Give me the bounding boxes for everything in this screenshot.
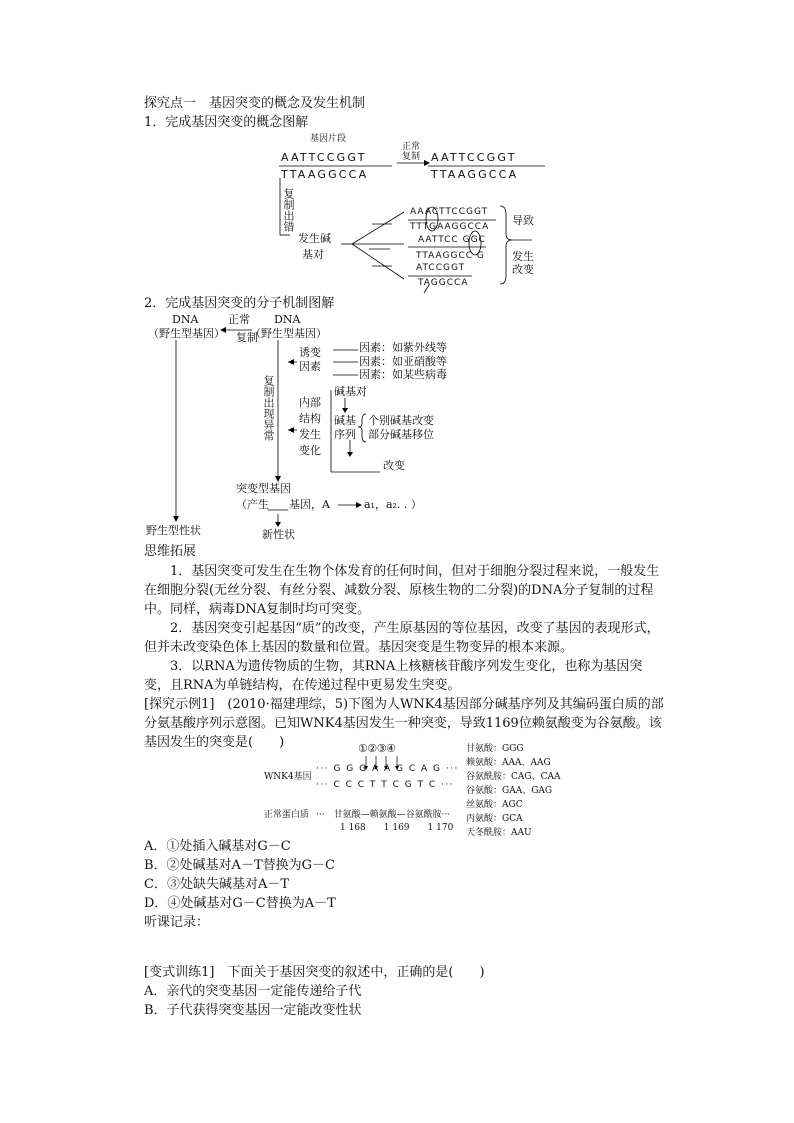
change-label: 改变 [512, 263, 534, 276]
base-pair-label: 基对 [302, 248, 324, 261]
substitution-top-strand: AATTCC GGC [418, 235, 486, 245]
variant-question: [变式训练1] 下面关于基因突变的叙述中，正确的是( ) [144, 965, 485, 980]
base-pair-label-2: 碱基对 [334, 385, 367, 398]
lead-to-label: 导致 [512, 214, 534, 227]
normal-label: 正常 [402, 142, 421, 152]
amino-acid-positions: 1 168 1 169 1 170 [340, 823, 454, 833]
codon-asn: 天冬酰胺：AAU [466, 828, 532, 838]
section-title: 探究点一 基因突变的概念及发生机制 [144, 96, 366, 111]
base-pair-occur-label: 发生碱 [298, 232, 331, 245]
substitution-bottom-strand: TTAAGGCC G [416, 251, 485, 261]
wild-gene-right: （野生型基因） [250, 327, 327, 340]
wild-trait-label: 野生型性状 [146, 524, 201, 537]
option-a[interactable]: A．①处插入碱基对G－C [144, 839, 291, 854]
thinking-point-2: 2．基因突变引起基因“质”的改变，产生原基因的等位基因，改变了基因的表现形式，但并未改变染色体上基因的数量和位置。基因突变是生物变异的根本来源。 [144, 621, 660, 655]
thinking-title: 思维拓展 [144, 544, 197, 559]
replicate-label: 复制 [402, 152, 421, 162]
normal-replication-label: 正常 [228, 313, 250, 326]
induce-label: 诱变 [299, 346, 321, 359]
thinking-point-1: 1．基因突变可发生在生物个体发育的任何时间，但对于细胞分裂过程来说，一般发生在细胞分裂(无丝分裂、有丝分裂、减数分裂、原核生物的二分裂)的DNA分子复制的过程中。同样，病毒DNA复制时均可突变。 [144, 564, 660, 617]
variant-option-b[interactable]: B．子代获得突变基因一定能改变性状 [144, 1003, 362, 1018]
codon-gln: 谷氨酰胺：CAG、CAA [466, 772, 561, 782]
new-trait-label: 新性状 [262, 528, 295, 541]
option-c[interactable]: C．③处缺失碱基对A－T [144, 877, 290, 892]
physical-factor: 因素：如紫外线等 [359, 341, 447, 354]
codon-gly: 甘氨酸：GGG [466, 744, 524, 754]
gene-fragment-label: 基因片段 [310, 134, 347, 144]
individual-base-change: 个别碱基改变 [368, 414, 434, 427]
base-seq-label-2: 序列 [334, 428, 356, 441]
amino-acid-sequence: ··· 甘氨酸—赖氨酸—谷氨酰胺··· [316, 810, 451, 820]
listen-record-label: 听课记录： [144, 915, 210, 930]
biological-factor: 因素：如某些病毒 [359, 368, 447, 381]
option-d[interactable]: D．④处碱基对G－C替换为A－T [144, 896, 336, 911]
internal-structure-2: 结构 [299, 412, 321, 425]
question-2-title: 2．完成基因突变的分子机制图解 [144, 296, 335, 311]
internal-structure-1: 内部 [299, 396, 321, 409]
produce-prefix: （产生 [236, 498, 269, 511]
example-question: [探究示例1] (2010·福建理综，5)下图为人WNK4基因部分碱基序列及其编码蛋白质的部分氨基酸序列示意图。已知WNK4基因发生一种突变，导致1169位赖氨酸变为谷氨酸。该基因发生的突变是( ) [144, 697, 664, 750]
mutant-gene-label: 突变型基因 [236, 482, 291, 495]
original-bottom-strand: TTAAGGCCA [281, 168, 369, 181]
replicated-top-strand: AATTCCGGT [431, 151, 517, 164]
wnk4-gene-label: WNK4基因 [264, 772, 312, 782]
internal-structure-3: 发生 [299, 428, 321, 441]
deletion-top-strand: ATCCGGT [416, 263, 466, 273]
replication-error-label: 复制出错 [282, 188, 295, 232]
wnk4-template-strand: ··· C C C T T C G T C ··· [316, 780, 455, 790]
occur-label: 发生 [512, 250, 534, 263]
produce-suffix: 基因，A [289, 498, 330, 511]
internal-structure-4: 变化 [299, 444, 321, 457]
replicate-label-2: 复制 [236, 331, 258, 344]
factor-label: 因素 [299, 360, 321, 373]
codon-glu: 谷氨酸：GAA、GAG [466, 786, 553, 796]
deletion-bottom-strand: TAGGCCA [418, 278, 469, 288]
partial-base-shift: 部分碱基移位 [368, 428, 434, 441]
base-seq-label-1: 碱基 [334, 414, 356, 427]
mutation-markers: ①②③④ [358, 742, 396, 755]
codon-lys: 赖氨酸：AAA、AAG [466, 758, 551, 768]
question-1-title: 1．完成基因突变的概念图解 [144, 115, 309, 130]
insertion-bottom-strand: TTTGAAGGCCA [410, 222, 490, 232]
change-label-2: 改变 [383, 459, 405, 472]
replicated-bottom-strand: TTAAGGCCA [431, 168, 519, 181]
option-b[interactable]: B．②处碱基对A－T替换为G－C [144, 858, 335, 873]
variant-option-a[interactable]: A．亲代的突变基因一定能传递给子代 [144, 984, 362, 999]
codon-ser: 丝氨酸：AGC [466, 800, 523, 810]
dna-wild-right: DNA [274, 313, 301, 326]
chemical-factor: 因素：如亚硝酸等 [359, 355, 447, 368]
codon-ala: 丙氨酸：GCA [466, 814, 523, 824]
normal-protein-label: 正常蛋白质 [264, 810, 310, 820]
thinking-point-3: 3．以RNA为遗传物质的生物，其RNA上核糖核苷酸序列发生变化，也称为基因突变，且RNA为单链结构，在传递过程中更易发生突变。 [144, 659, 643, 693]
replication-abnormal-label: 复制出现异常 [262, 375, 275, 441]
wild-gene-left: （野生型基因） [148, 327, 225, 340]
insertion-top-strand: AAACTTCCGGT [410, 207, 489, 217]
dna-wild-left: DNA [172, 313, 199, 326]
original-top-strand: AATTCCGGT [281, 151, 367, 164]
wnk4-coding-strand: ··· G G G A A G C A G ··· [316, 764, 459, 774]
alleles-label: a₁，a₂. . ） [364, 498, 422, 511]
